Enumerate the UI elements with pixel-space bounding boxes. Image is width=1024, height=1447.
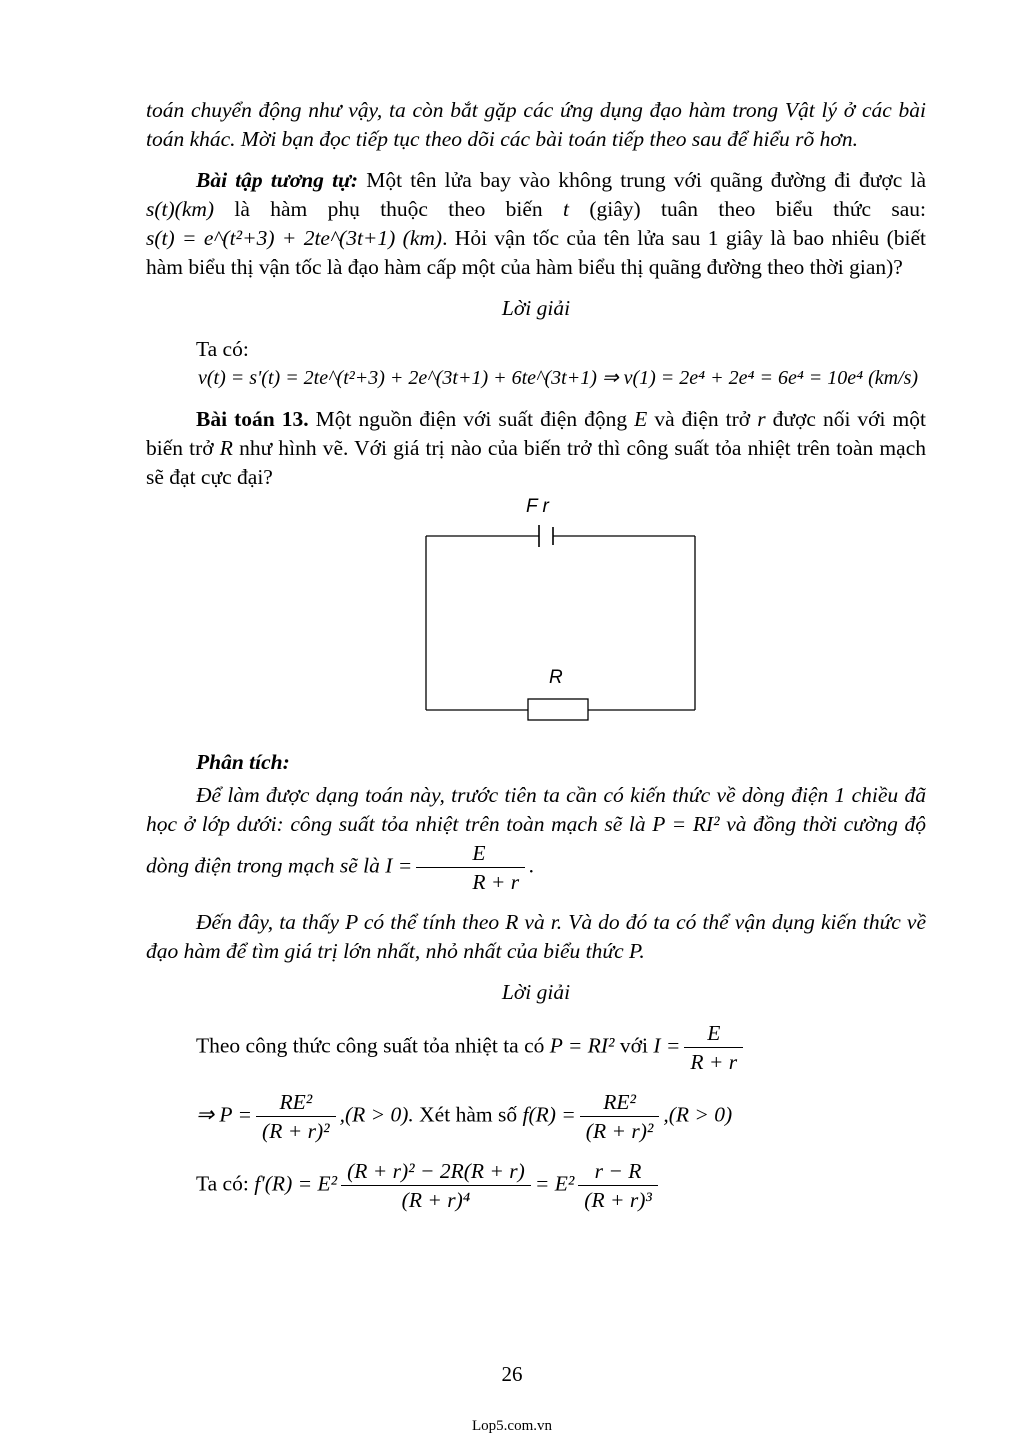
velocity-formula: v(t) = s'(t) = 2te^(t²+3) + 2e^(3t+1) + 6te^(3t+1) ⇒ v(1) = 2e⁴ + 2e⁴ = 6e⁴ = 10e⁴ (km/s) bbox=[198, 367, 919, 389]
ta-co-label: Ta có: bbox=[196, 337, 249, 361]
resistor-label: R bbox=[549, 667, 563, 688]
similar-exercise: Bài tập tương tự: Một tên lửa bay vào không trung với quãng đường đi được là s(t)(km) là hàm phụ thuộc theo biến t (giây) tuân theo biểu thức sau: s(t) = e^(t²+3) + 2te^(3t+1) (km). Hỏi vận tốc của tên lửa sau 1 giây là bao nhiêu (biết hàm biểu thị vận tốc là đạo hàm cấp một của hàm biểu thị quãng đường theo thời gian)? bbox=[146, 168, 927, 279]
analysis-heading: Phân tích: bbox=[196, 750, 290, 774]
problem-13-label: Bài toán 13. bbox=[196, 407, 309, 431]
distance-formula: s(t) = e^(t²+3) + 2te^(3t+1) (km) bbox=[146, 226, 443, 250]
circuit-diagram bbox=[422, 498, 702, 726]
intro-paragraph: toán chuyển động như vậy, ta còn bắt gặp các ứng dụng đạo hàm trong Vật lý ở các bài toán khác. Mời bạn đọc tiếp tục theo dõi các bài toán tiếp theo sau để hiểu rõ hơn. bbox=[146, 98, 926, 151]
solution-step-1: Theo công thức công suất tỏa nhiệt ta có P = RI² với I = $\frac{E}{R + r}$ bbox=[146, 1019, 926, 1076]
solution2-heading: Lời giải bbox=[501, 980, 571, 1004]
source-label: F r bbox=[526, 498, 549, 517]
analysis-paragraph-1: Để làm được dạng toán này, trước tiên ta cần có kiến thức về dòng điện 1 chiều đã học ở lớp dưới: công suất tỏa nhiệt trên toàn mạch sẽ là P = RI² và đồng thời cường độ dòng điện trong mạch sẽ là I = $\frac{E}{R + r}$ . bbox=[146, 783, 926, 894]
current-fraction: $\frac{E}{R + r}$ bbox=[416, 839, 525, 896]
similar-label: Bài tập tương tự: bbox=[196, 168, 359, 192]
solution-heading: Lời giải bbox=[501, 296, 571, 320]
analysis-paragraph-2: Đến đây, ta thấy P có thể tính theo R và r. Và do đó ta có thể vận dụng kiến thức về đạo hàm để tìm giá trị lớn nhất, nhỏ nhất của biểu thức P. bbox=[146, 910, 926, 963]
document-page bbox=[146, 96, 926, 1214]
solution-step-2: ⇒ P = $\frac{\text{RE²}}{\text{(R + r)²}}$ ,(R > 0). Xét hàm số f(R) = $\frac{\text{RE²}}{\text{(R + r)²}}$ ,(R > 0) bbox=[196, 1090, 733, 1143]
resistor bbox=[528, 699, 588, 720]
site-footer: Lop5.com.vn bbox=[472, 1418, 552, 1434]
solution-step-3: Ta có: f'(R) = E² $\frac{\text{(R + r)² − 2R(R + r)}}{\text{(R + r)⁴}}$ = E² $\frac{r - R}{\text{(R + r)³}}$ bbox=[146, 1157, 926, 1214]
page-number: 26 bbox=[501, 1362, 523, 1386]
s-t-km: s(t)(km) bbox=[146, 197, 215, 221]
problem-13: Bài toán 13. Một nguồn điện với suất điện động E và điện trở r được nối với một biến trở R như hình vẽ. Với giá trị nào của biến trở thì công suất tỏa nhiệt trên toàn mạch sẽ đạt cực đại? bbox=[146, 407, 926, 489]
